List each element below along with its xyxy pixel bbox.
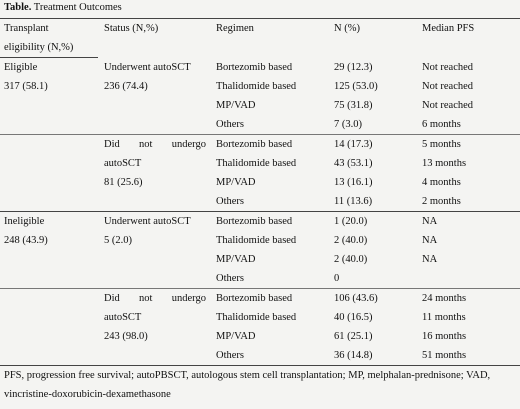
regimen-cell: MP/VAD xyxy=(216,254,256,265)
status-word: undergo xyxy=(171,139,206,150)
median-pfs-cell: NA xyxy=(422,235,438,246)
median-pfs-cell: 4 months xyxy=(422,177,461,188)
eligibility-cell xyxy=(0,96,98,115)
caption-text: Treatment Outcomes xyxy=(33,2,122,13)
header-regimen: Regimen xyxy=(216,19,334,58)
regimen-cell: Bortezomib based xyxy=(216,289,334,309)
eligibility-cell xyxy=(0,308,98,327)
table-row xyxy=(0,173,520,192)
n-percent-cell: 2 (40.0) xyxy=(334,254,368,265)
header-eligibility-line2: eligibility (N,%) xyxy=(0,38,98,58)
table-footnote: PFS, progression free survival; autoPBSCT, autologous stem cell transplantation; MP, melphalan-prednisone; VAD, vincristine-doxorubicin-dexamethasone xyxy=(4,370,491,400)
n-percent-cell: 125 (53.0) xyxy=(334,81,378,92)
regimen-cell: MP/VAD xyxy=(216,177,256,188)
n-percent-cell: 75 (31.8) xyxy=(334,100,373,111)
n-percent-cell: 1 (20.0) xyxy=(334,212,422,232)
status-cell: autoSCT xyxy=(104,158,142,169)
status-cell: Underwent autoSCT xyxy=(98,212,216,232)
header-eligibility-line1: Transplant xyxy=(0,19,98,39)
status-label xyxy=(104,289,216,308)
table-caption xyxy=(4,2,122,13)
regimen-cell: MP/VAD xyxy=(216,100,256,111)
eligibility-cell xyxy=(0,250,98,269)
table-row xyxy=(0,346,520,366)
table-row xyxy=(0,289,520,309)
table-row xyxy=(0,192,520,212)
table-body xyxy=(0,58,520,366)
n-percent-cell: 29 (12.3) xyxy=(334,61,373,73)
status-cell: 5 (2.0) xyxy=(104,235,132,246)
treatment-outcomes-table xyxy=(0,18,520,366)
n-percent-cell: 106 (43.6) xyxy=(334,289,422,309)
regimen-cell: Bortezomib based xyxy=(216,135,334,155)
header-n: N (%) xyxy=(334,19,422,58)
n-percent-cell: 0 xyxy=(334,273,340,284)
status-cell: 243 (98.0) xyxy=(104,331,148,342)
regimen-cell: Others xyxy=(216,119,244,130)
table-row xyxy=(0,77,520,96)
eligibility-cell: 248 (43.9) xyxy=(4,235,48,246)
median-pfs-cell: Not reached xyxy=(422,100,474,111)
eligibility-cell: Eligible xyxy=(4,62,38,73)
table-row xyxy=(0,308,520,327)
eligibility-cell xyxy=(0,346,98,366)
table-row xyxy=(0,135,520,155)
eligibility-cell xyxy=(0,135,98,155)
regimen-cell: Thalidomide based xyxy=(216,312,297,323)
status-word: Did xyxy=(104,139,120,150)
eligibility-cell: Ineligible xyxy=(0,212,98,232)
n-percent-cell: 14 (17.3) xyxy=(334,135,422,155)
table-row xyxy=(0,115,520,135)
table-row xyxy=(0,269,520,289)
regimen-cell: Thalidomide based xyxy=(216,81,297,92)
status-cell xyxy=(98,192,216,212)
n-percent-cell: 11 (13.6) xyxy=(334,196,373,207)
table-row xyxy=(0,250,520,269)
eligibility-cell: 317 (58.1) xyxy=(4,81,48,92)
median-pfs-cell: 5 months xyxy=(422,135,520,155)
median-pfs-cell: 51 months xyxy=(422,346,520,366)
median-pfs-cell xyxy=(422,269,520,289)
n-percent-cell: 2 (40.0) xyxy=(334,235,368,246)
n-percent-cell: 7 (3.0) xyxy=(334,119,362,130)
eligibility-cell xyxy=(0,154,98,173)
status-cell: 236 (74.4) xyxy=(104,81,148,92)
eligibility-cell xyxy=(0,269,98,289)
status-cell xyxy=(98,115,216,135)
eligibility-cell xyxy=(0,192,98,212)
median-pfs-cell: 16 months xyxy=(422,331,467,342)
status-cell: 81 (25.6) xyxy=(104,177,143,188)
median-pfs-cell: 24 months xyxy=(422,289,520,309)
regimen-cell: Others xyxy=(216,196,244,207)
status-word: not xyxy=(139,293,153,304)
regimen-cell: Bortezomib based xyxy=(216,212,334,232)
eligibility-cell xyxy=(0,173,98,192)
n-percent-cell: 43 (53.1) xyxy=(334,158,373,169)
status-cell xyxy=(98,96,216,115)
median-pfs-cell: Not reached xyxy=(422,61,474,73)
status-cell xyxy=(98,289,216,309)
eligibility-cell xyxy=(0,327,98,346)
table-row xyxy=(0,96,520,115)
regimen-cell: Thalidomide based xyxy=(216,158,297,169)
median-pfs-cell: Not reached xyxy=(422,81,474,92)
status-cell xyxy=(98,250,216,269)
status-cell: autoSCT xyxy=(104,312,142,323)
regimen-cell: Others xyxy=(216,273,244,284)
n-percent-cell: 36 (14.8) xyxy=(334,346,422,366)
median-pfs-cell: 11 months xyxy=(422,312,466,323)
median-pfs-cell: 2 months xyxy=(422,196,461,207)
n-percent-cell: 61 (25.1) xyxy=(334,331,373,342)
status-word: Did xyxy=(104,293,120,304)
n-percent-cell: 13 (16.1) xyxy=(334,177,373,188)
median-pfs-cell: 13 months xyxy=(422,158,467,169)
eligibility-cell xyxy=(0,115,98,135)
table-row xyxy=(0,154,520,173)
status-word: not xyxy=(139,139,153,150)
table-row xyxy=(0,327,520,346)
median-pfs-cell: NA xyxy=(422,212,520,232)
median-pfs-cell: NA xyxy=(422,254,438,265)
header-status: Status (N,%) xyxy=(98,19,216,58)
caption-label: Table. xyxy=(4,2,32,13)
regimen-cell: MP/VAD xyxy=(216,331,256,342)
table-row xyxy=(0,212,520,232)
status-word: undergo xyxy=(171,293,206,304)
eligibility-cell xyxy=(0,289,98,309)
regimen-cell: Others xyxy=(216,346,334,366)
status-cell xyxy=(98,346,216,366)
status-label xyxy=(104,135,216,154)
regimen-cell: Bortezomib based xyxy=(216,61,293,73)
n-percent-cell: 40 (16.5) xyxy=(334,312,373,323)
status-cell xyxy=(98,269,216,289)
median-pfs-cell: 6 months xyxy=(422,119,461,130)
status-cell xyxy=(98,135,216,155)
regimen-cell: Thalidomide based xyxy=(216,235,297,246)
status-cell: Underwent autoSCT xyxy=(104,61,191,73)
table-row xyxy=(0,58,520,78)
table-row xyxy=(0,231,520,250)
header-median-pfs: Median PFS xyxy=(422,19,520,58)
